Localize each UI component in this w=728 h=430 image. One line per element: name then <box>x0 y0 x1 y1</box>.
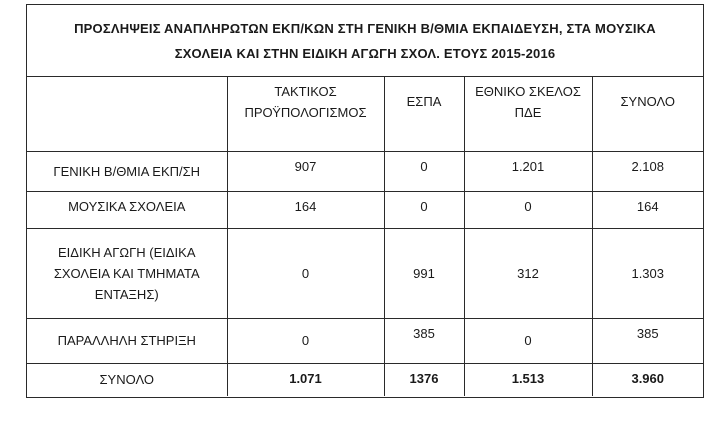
cell-national-pde: 312 <box>464 228 592 318</box>
cell-espa: 385 <box>384 318 464 363</box>
total-label: ΣΥΝΟΛΟ <box>27 363 227 396</box>
table-row <box>27 318 703 363</box>
document-page <box>26 4 704 398</box>
cell-espa: 991 <box>384 228 464 318</box>
cell-total: 164 <box>592 191 703 228</box>
header-total: ΣΥΝΟΛΟ <box>592 77 703 151</box>
row-label: ΜΟΥΣΙΚΑ ΣΧΟΛΕΙΑ <box>27 191 227 228</box>
total-espa: 1376 <box>384 363 464 396</box>
header-espa: ΕΣΠΑ <box>384 77 464 151</box>
cell-national-pde: 0 <box>464 318 592 363</box>
row-label: ΕΙΔΙΚΗ ΑΓΩΓΗ (ΕΙΔΙΚΑ ΣΧΟΛΕΙΑ ΚΑΙ ΤΜΗΜΑΤΑ ΕΝΤΑΞΗΣ) <box>27 228 227 318</box>
total-overall: 3.960 <box>592 363 703 396</box>
header-regular-budget: ΤΑΚΤΙΚΟΣ ΠΡΟΫΠΟΛΟΓΙΣΜΟΣ <box>227 77 384 151</box>
cell-national-pde: 1.201 <box>464 151 592 191</box>
table-row <box>27 228 703 318</box>
cell-regular-budget: 907 <box>227 151 384 191</box>
cell-total: 1.303 <box>592 228 703 318</box>
cell-regular-budget: 0 <box>227 318 384 363</box>
hiring-table <box>27 77 703 396</box>
table-header-row <box>27 77 703 151</box>
total-regular-budget: 1.071 <box>227 363 384 396</box>
title-line-1: ΠΡΟΣΛΗΨΕΙΣ ΑΝΑΠΛΗΡΩΤΩΝ ΕΚΠ/ΚΩΝ ΣΤΗ ΓΕΝΙΚΗ Β/ΘΜΙΑ ΕΚΠΑΙΔΕΥΣΗ, ΣΤΑ ΜΟΥΣΙΚΑ <box>74 20 656 36</box>
header-corner-cell <box>27 77 227 151</box>
cell-national-pde: 0 <box>464 191 592 228</box>
total-national-pde: 1.513 <box>464 363 592 396</box>
document-title <box>27 5 703 77</box>
cell-espa: 0 <box>384 191 464 228</box>
header-national-pde: ΕΘΝΙΚΟ ΣΚΕΛΟΣ ΠΔΕ <box>464 77 592 151</box>
cell-regular-budget: 0 <box>227 228 384 318</box>
table-row <box>27 151 703 191</box>
cell-regular-budget: 164 <box>227 191 384 228</box>
row-label: ΠΑΡΑΛΛΗΛΗ ΣΤΗΡΙΞΗ <box>27 318 227 363</box>
table-row <box>27 191 703 228</box>
table-total-row <box>27 363 703 396</box>
title-line-2: ΣΧΟΛΕΙΑ ΚΑΙ ΣΤΗΝ ΕΙΔΙΚΗ ΑΓΩΓΗ ΣΧΟΛ. ΕΤΟΥΣ 2015-2016 <box>174 45 556 61</box>
cell-total: 385 <box>592 318 703 363</box>
row-label: ΓΕΝΙΚΗ Β/ΘΜΙΑ ΕΚΠ/ΣΗ <box>27 151 227 191</box>
cell-total: 2.108 <box>592 151 703 191</box>
cell-espa: 0 <box>384 151 464 191</box>
